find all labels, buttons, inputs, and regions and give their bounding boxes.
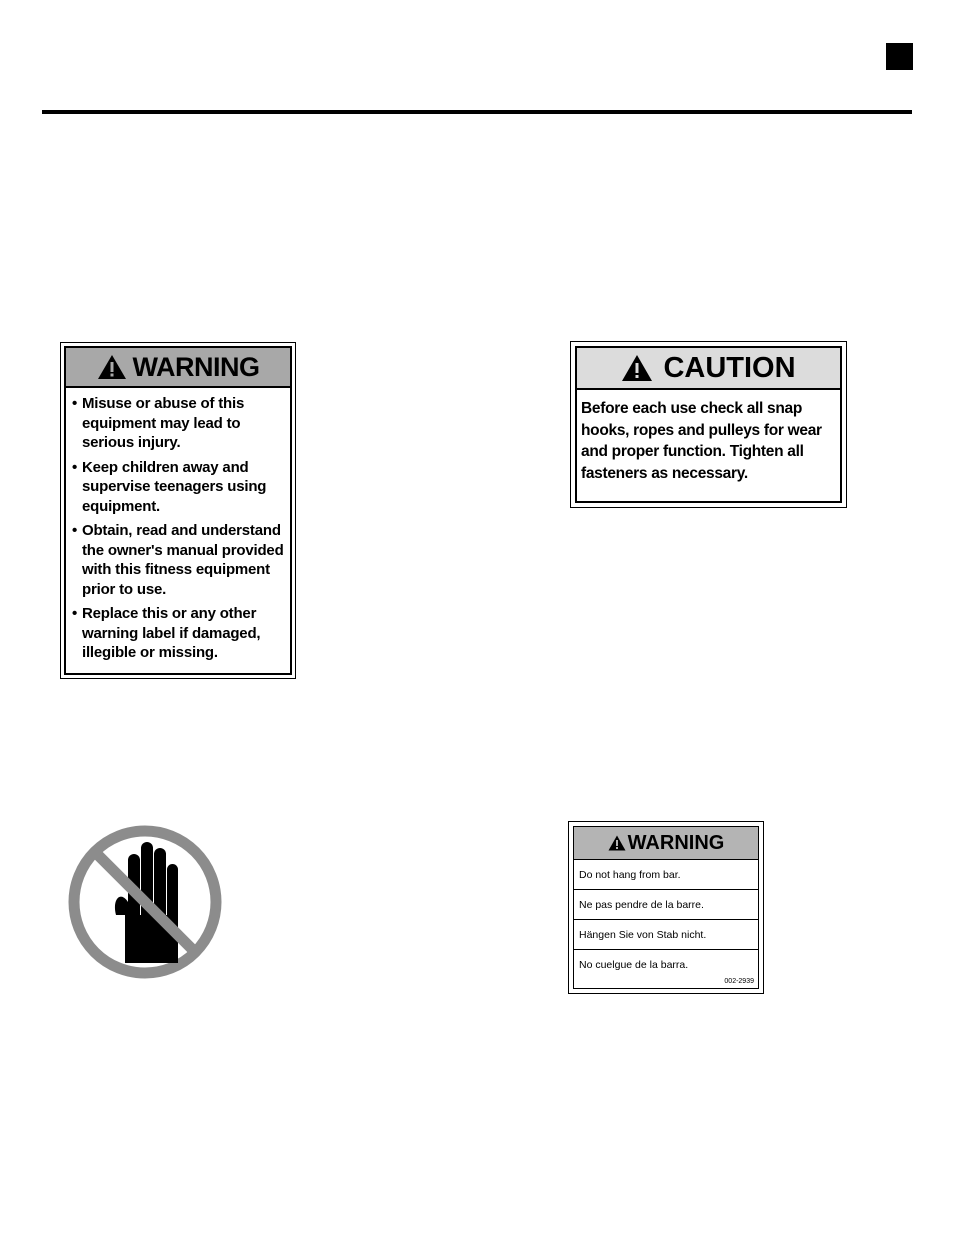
warning-item: • Obtain, read and understand the owner's manual provided with this fitness equipment prior to use. [72,522,284,598]
hang-warning-line-en: Do not hang from bar. [574,860,758,890]
warning-label [60,342,296,679]
hang-warning-line-fr: Ne pas pendre de la barre. [574,890,758,920]
warning-item: • Misuse or abuse of this equipment may lead to serious injury. [72,395,245,451]
prohibition-sign [60,820,232,983]
hang-warning-header [574,827,758,860]
corner-marker [886,43,913,70]
warning-triangle-icon [97,354,127,380]
warning-item: • Replace this or any other warning label if damaged, illegible or missing. [72,605,261,661]
warning-label-title: WARNING [132,351,260,382]
warning-label-header [66,348,290,388]
caution-label-header [577,348,840,390]
warning-triangle-icon [608,835,626,851]
caution-label-title: CAUTION [663,351,796,384]
warning-triangle-icon [621,354,653,382]
warning-label-list [66,388,290,663]
no-hand-icon [60,820,232,983]
label-part-code: 002-2939 [724,978,754,985]
hang-warning-line-de: Hängen Sie von Stab nicht. [574,920,758,950]
hang-warning-label [568,821,764,994]
hang-warning-title: WARNING [627,831,725,854]
warning-item: • Keep children away and supervise teenagers using equipment. [72,458,267,515]
caution-label [570,341,847,508]
caution-label-text: Before each use check all snap hooks, ropes and pulleys for wear and proper function. Tighten all fasteners as necessary. [581,400,822,482]
hang-warning-line-es: No cuelgue de la barra. [579,959,689,971]
header-rule [42,110,912,114]
